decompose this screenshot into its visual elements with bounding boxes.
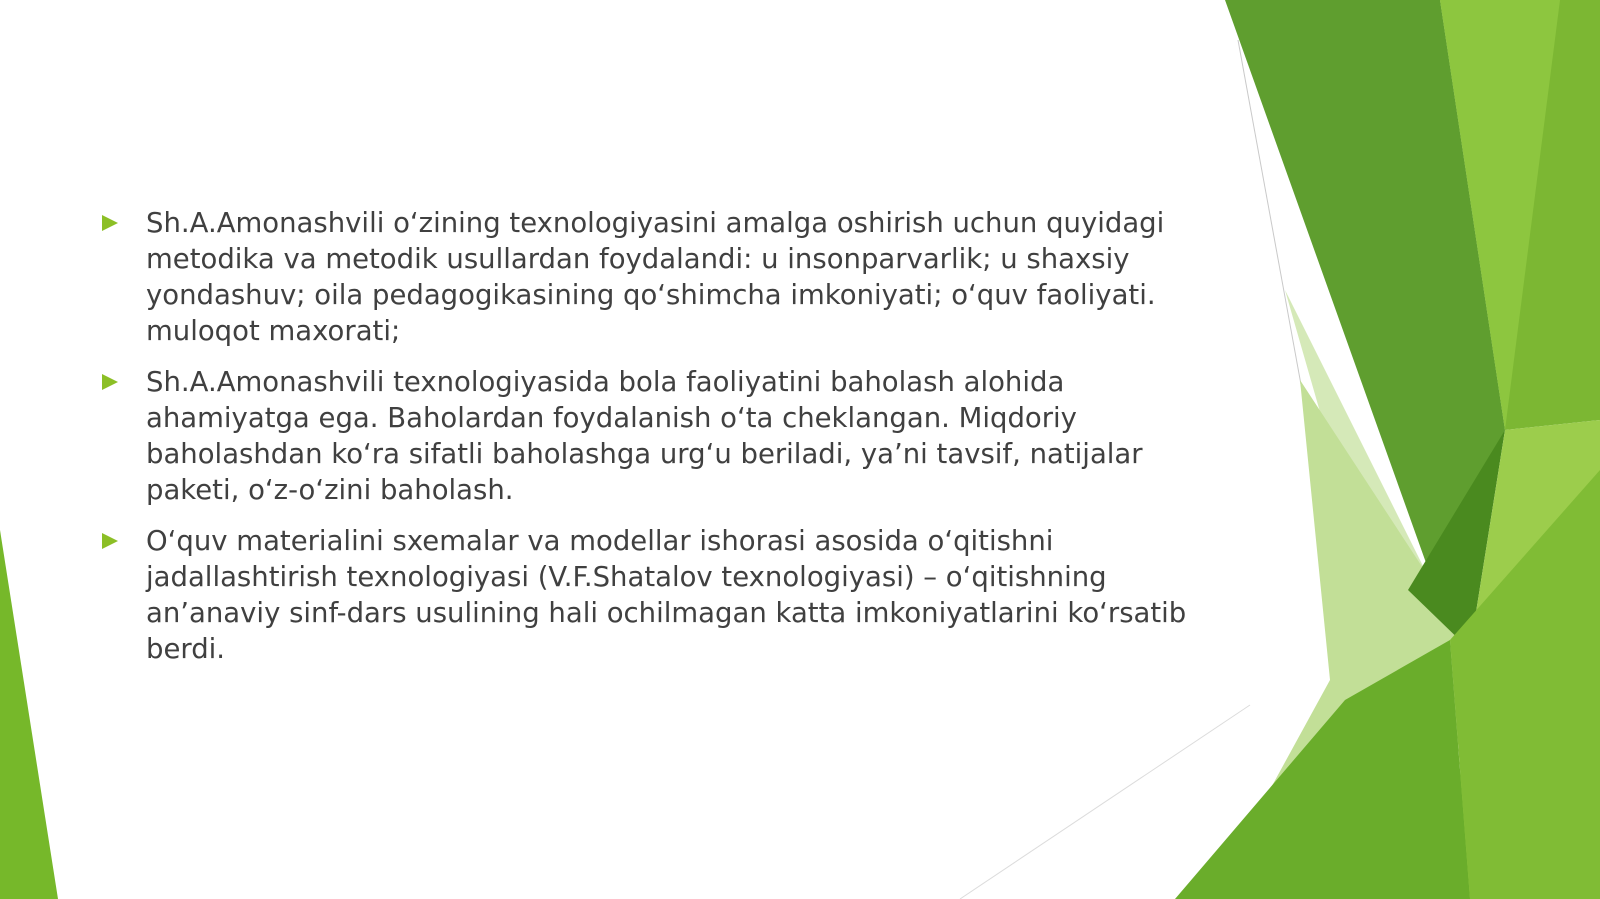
bottom-facet bbox=[1175, 640, 1470, 899]
triangle-right-icon bbox=[102, 215, 118, 231]
bullet-list bbox=[100, 205, 1210, 667]
bullet-text: Sh.A.Amonashvili o‘zining texnologiyasini amalga oshirish uchun quyidagi metodika va metodik usullardan foydalandi: u insonparvarlik; u shaxsiy yondashuv; oila pedagogikasining qo‘shimcha imkoniyati; o‘quv faoliyati. muloqot maxorati; bbox=[146, 207, 1165, 347]
left-facet bbox=[0, 530, 58, 899]
slide-content bbox=[100, 205, 1210, 682]
triangle-right-icon bbox=[102, 374, 118, 390]
triangle-right-icon bbox=[102, 533, 118, 549]
bullet-text: O‘quv materialini sxemalar va modellar ishorasi asosida o‘qitishni jadallashtirish texnologiyasi (V.F.Shatalov texnologiyasi) – o‘qitishning an’anaviy sinf-dars usulining hali ochilmagan katta imkoniyatlarini ko‘rsatib berdi. bbox=[146, 525, 1187, 665]
bullet-text: Sh.A.Amonashvili texnologiyasida bola faoliyatini baholash alohida ahamiyatga ega. Baholardan foydalanish o‘ta cheklangan. Miqdoriy baholashdan ko‘ra sifatli baholashga urg‘u beriladi, ya’ni tavsif, natijalar paketi, o‘z-o‘zini baholash. bbox=[146, 366, 1143, 506]
bullet-item bbox=[100, 523, 1210, 667]
bullet-item bbox=[100, 205, 1210, 349]
bullet-item bbox=[100, 364, 1210, 508]
